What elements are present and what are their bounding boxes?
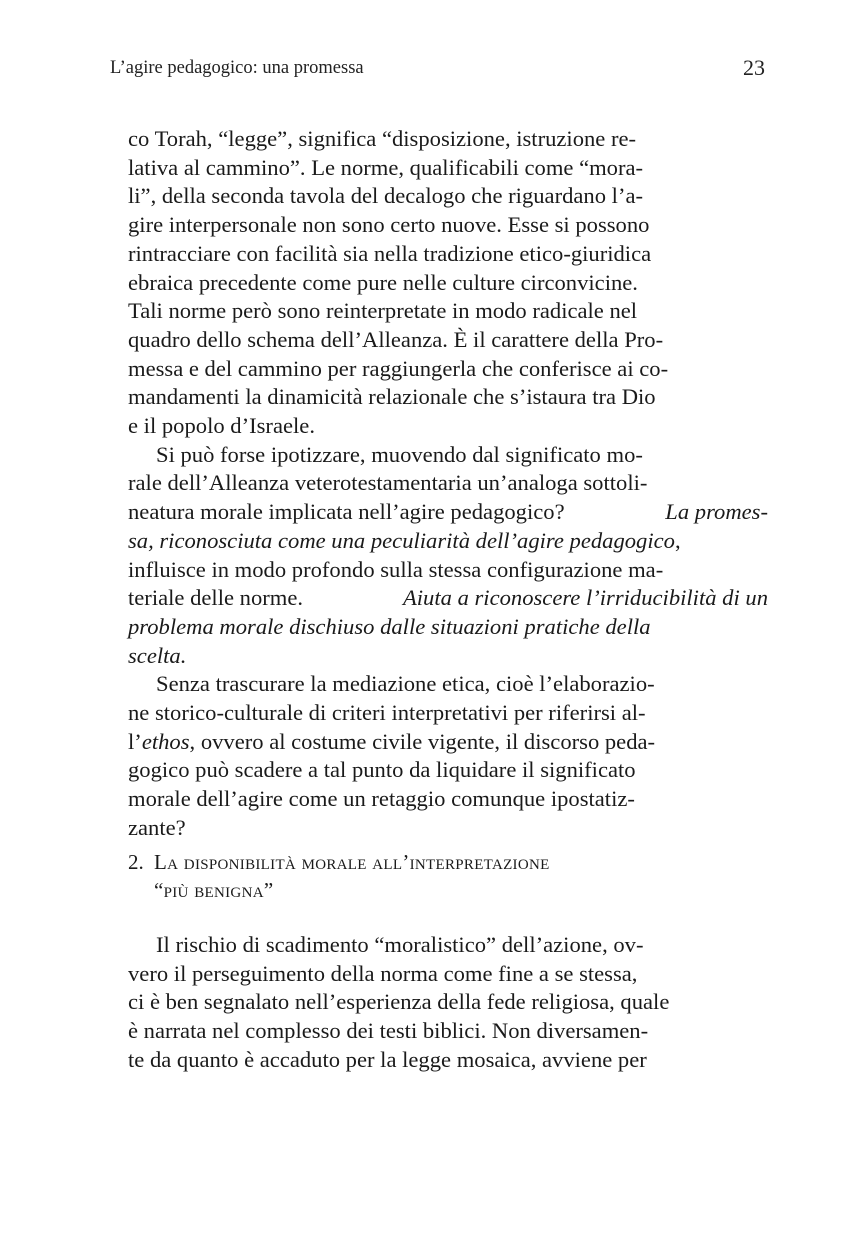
emphasis: Aiuta a riconoscere l’irriducibilità di un <box>402 585 768 611</box>
text-line: neatura morale implicata nell’agire pedagogico? La promes- <box>128 498 768 527</box>
text-line: zante? <box>128 814 186 840</box>
text-line: ebraica precedente come pure nelle culture circonvicine. <box>128 269 638 295</box>
text-line: rale dell’Alleanza veterotestamentaria un’analoga sottoli- <box>128 470 648 496</box>
section-1-text <box>128 125 768 843</box>
text-line: Tali norme però sono reinterpretate in modo radicale nel <box>128 298 638 324</box>
text-line: scelta. <box>128 642 187 668</box>
text-line: vero il perseguimento della norma come fine a se stessa, <box>128 960 638 986</box>
section-number: 2. <box>128 850 144 874</box>
text-line: influisce in modo profondo sulla stessa configurazione ma- <box>128 556 664 582</box>
text-line: gire interpersonale non sono certo nuove. Esse si possono <box>128 212 650 238</box>
text-line: ci è ben segnalato nell’esperienza della fede religiosa, quale <box>128 989 670 1015</box>
text-line: Si può forse ipotizzare, muovendo dal significato mo- <box>156 441 643 467</box>
text-line: te da quanto è accaduto per la legge mosaica, avviene per <box>128 1046 647 1072</box>
text-line: è narrata nel complesso dei testi biblici. Non diversamen- <box>128 1018 649 1044</box>
paragraph-2 <box>128 441 768 671</box>
text-line: li”, della seconda tavola del decalogo che riguardano l’a- <box>128 183 644 209</box>
text-line: messa e del cammino per raggiungerla che conferisce ai co- <box>128 355 669 381</box>
text-line: lativa al cammino”. Le norme, qualificabili come “mora- <box>128 154 644 180</box>
text-line: e il popolo d’Israele. <box>128 413 315 439</box>
running-head-title: L’agire pedagogico: una promessa <box>110 58 364 78</box>
text-line: Senza trascurare la mediazione etica, cioè l’elaborazio- <box>156 671 655 697</box>
emphasis: La promes- <box>665 499 768 525</box>
text-line: mandamenti la dinamicità relazionale che s’istaura tra Dio <box>128 384 656 410</box>
text-line: ne storico-culturale di criteri interpretativi per riferirsi al- <box>128 700 646 726</box>
emphasis: ethos <box>141 728 190 754</box>
text-line: morale dell’agire come un retaggio comunque ipostatiz- <box>128 786 635 812</box>
text-line: co Torah, “legge”, significa “disposizione, istruzione re- <box>128 126 637 151</box>
text-line: problema morale dischiuso dalle situazioni pratiche della <box>128 613 651 639</box>
section-2-heading <box>128 848 768 904</box>
paragraph-3 <box>128 670 768 842</box>
paragraph-1 <box>128 125 768 441</box>
text-line: sa, riconosciuta come una peculiarità dell’agire pedagogico, <box>128 527 681 553</box>
section-title-line-1: La disponibilità morale all’interpretazione <box>154 850 550 874</box>
text-line: gogico può scadere a tal punto da liquidare il significato <box>128 757 636 783</box>
text-line: quadro dello schema dell’Alleanza. È il carattere della Pro- <box>128 326 664 352</box>
text-line: Il rischio di scadimento “moralistico” dell’azione, ov- <box>156 932 644 957</box>
text-line: teriale delle norme. Aiuta a riconoscere l’irriducibilità di un <box>128 584 768 613</box>
page-number: 23 <box>743 55 765 80</box>
section-title-line-2: “più benigna” <box>154 878 274 902</box>
text-line: l’ethos, ovvero al costume civile vigente, il discorso peda- <box>128 728 656 754</box>
emphasis: sa, riconosciuta come una peculiarità dell’agire pedagogico <box>128 527 675 553</box>
text-line: rintracciare con facilità sia nella tradizione etico-giuridica <box>128 240 652 266</box>
section-2-text <box>128 931 768 1075</box>
